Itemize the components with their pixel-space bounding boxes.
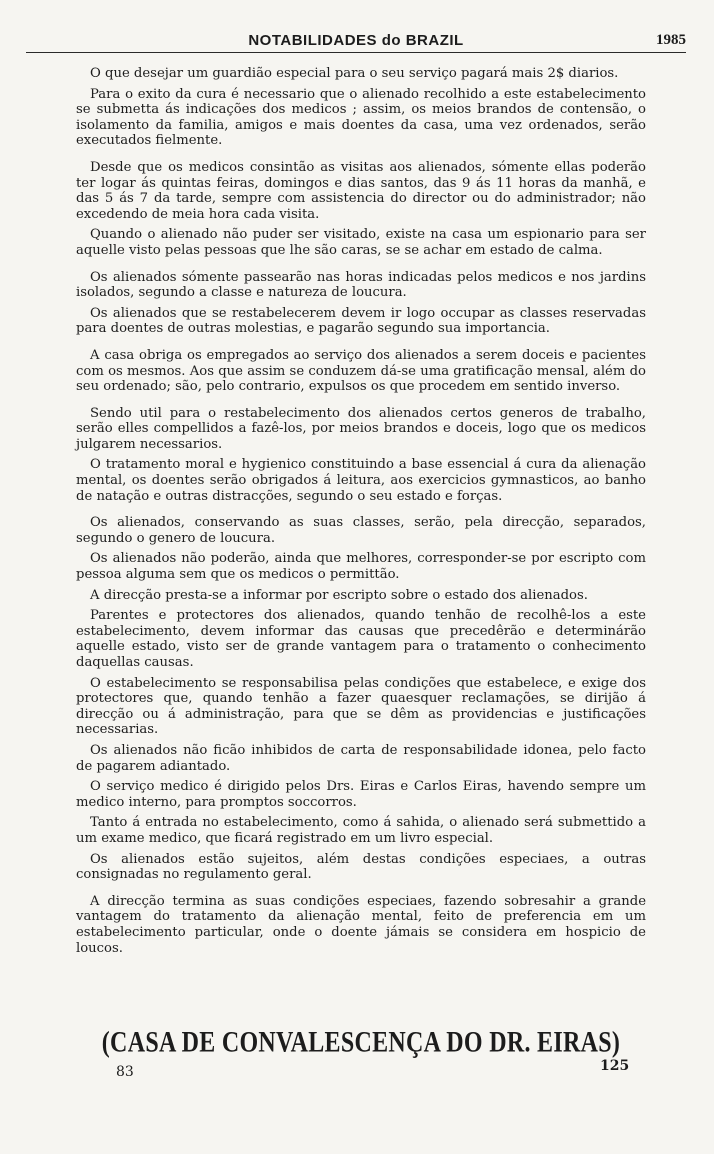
paragraph: A direcção termina as suas condições especiaes, fazendo sobresahir a grande vantagem do tratamento da alienação mental, feito de preferencia em um estabelecimento particular, onde o doente jámais se considera em hospicio de loucos. (76, 893, 646, 956)
paragraph: Desde que os medicos consintão as visitas aos alienados, sómente ellas poderão ter logar ás quintas feiras, domingos e dias santos, das 9 ás 11 horas da manhã, e das 5 ás 7 da tarde, sempre com assistencia do director ou do administrador; não excedendo de meia hora cada visita. (76, 159, 646, 222)
paragraph: Quando o alienado não puder ser visitado, existe na casa um espionario para ser aquelle visto pelas pessoas que lhe são caras, se se achar em estado de calma. (76, 227, 646, 258)
paragraph: O estabelecimento se responsabilisa pelas condições que estabelece, e exige dos protectores que, quando tenhão a fazer quaesquer reclamações, se dirijão á direcção ou á administração, para que se dêm as providencias e justificações necessarias. (76, 675, 646, 738)
running-header (26, 30, 686, 53)
paragraph: Os alienados sómente passearão nas horas indicadas pelos medicos e nos jardins isolados, segundo a classe e natureza de loucura. (76, 269, 646, 301)
page-number: 1985 (656, 32, 686, 48)
paragraph: Os alienados não ficão inhibidos de carta de responsabilidade idonea, pelo facto de pagarem adiantado. (76, 742, 646, 774)
paragraph: Os alienados não poderão, ainda que melhores, corresponder-se por escripto com pessoa alguma sem que os medicos o permittão. (76, 551, 646, 583)
document-body (76, 66, 646, 961)
signature-mark-left: 83 (116, 1064, 134, 1080)
paragraph: O serviço medico é dirigido pelos Drs. Eiras e Carlos Eiras, havendo sempre um medico interno, para promptos soccorros. (76, 779, 646, 810)
paragraph: O tratamento moral e hygienico constituindo a base essencial á cura da alienação mental, os doentes serão obrigados á leitura, aos exercicios gymnasticos, ao banho de natação e outras distracções, segundo o seu estado e forças. (76, 457, 646, 504)
paragraph: A casa obriga os empregados ao serviço dos alienados a serem doceis e pacientes com os mesmos. Aos que assim se conduzem dá-se uma gratificação mensal, além do seu ordenado; são, pelo contrario, expulsos os que procedem em sentido inverso. (76, 347, 646, 395)
paragraph: Para o exito da cura é necessario que o alienado recolhido a este estabelecimento se submetta ás indicações dos medicos ; assim, os meios brandos de contensão, o isolamento da familia, amigos e mais doentes da casa, uma vez ordenados, serão executados fielmente. (76, 86, 646, 149)
paragraph: Parentes e protectores dos alienados, quando tenhão de recolhê-los a este estabelecimento, devem informar das causas que precedêrão e determinárão aquelle estado, visto ser de grande vantagem para o tratamento o conhecimento daquellas causas. (76, 608, 646, 670)
paragraph: Tanto á entrada no estabelecimento, como á sahida, o alienado será submettido a um exame medico, que ficará registrado em um livro especial. (76, 815, 646, 846)
paragraph: A direcção presta-se a informar por escripto sobre o estado dos alienados. (90, 587, 588, 603)
establishment-title: (CASA DE CONVALESCENÇA DO DR. EIRAS) (101, 1026, 621, 1060)
paragraph: O que desejar um guardião especial para o seu serviço pagará mais 2$ diarios. (90, 66, 619, 81)
paragraph: Os alienados que se restabelecerem devem ir logo occupar as classes reservadas para doentes de outras molestias, e pagarão segundo sua importancia. (76, 305, 646, 337)
header-title: NOTABILIDADES do BRAZIL (248, 32, 464, 49)
signature-mark-right: 125 (600, 1058, 630, 1074)
paragraph: Os alienados estão sujeitos, além destas condições especiaes, a outras consignadas no regulamento geral. (76, 851, 646, 883)
paragraph: Os alienados, conservando as suas classes, serão, pela direcção, separados, segundo o genero de loucura. (76, 515, 646, 546)
paragraph: Sendo util para o restabelecimento dos alienados certos generos de trabalho, serão elles compellidos a fazê-los, por meios brandos e doceis, logo que os medicos julgarem necessarios. (76, 405, 646, 452)
